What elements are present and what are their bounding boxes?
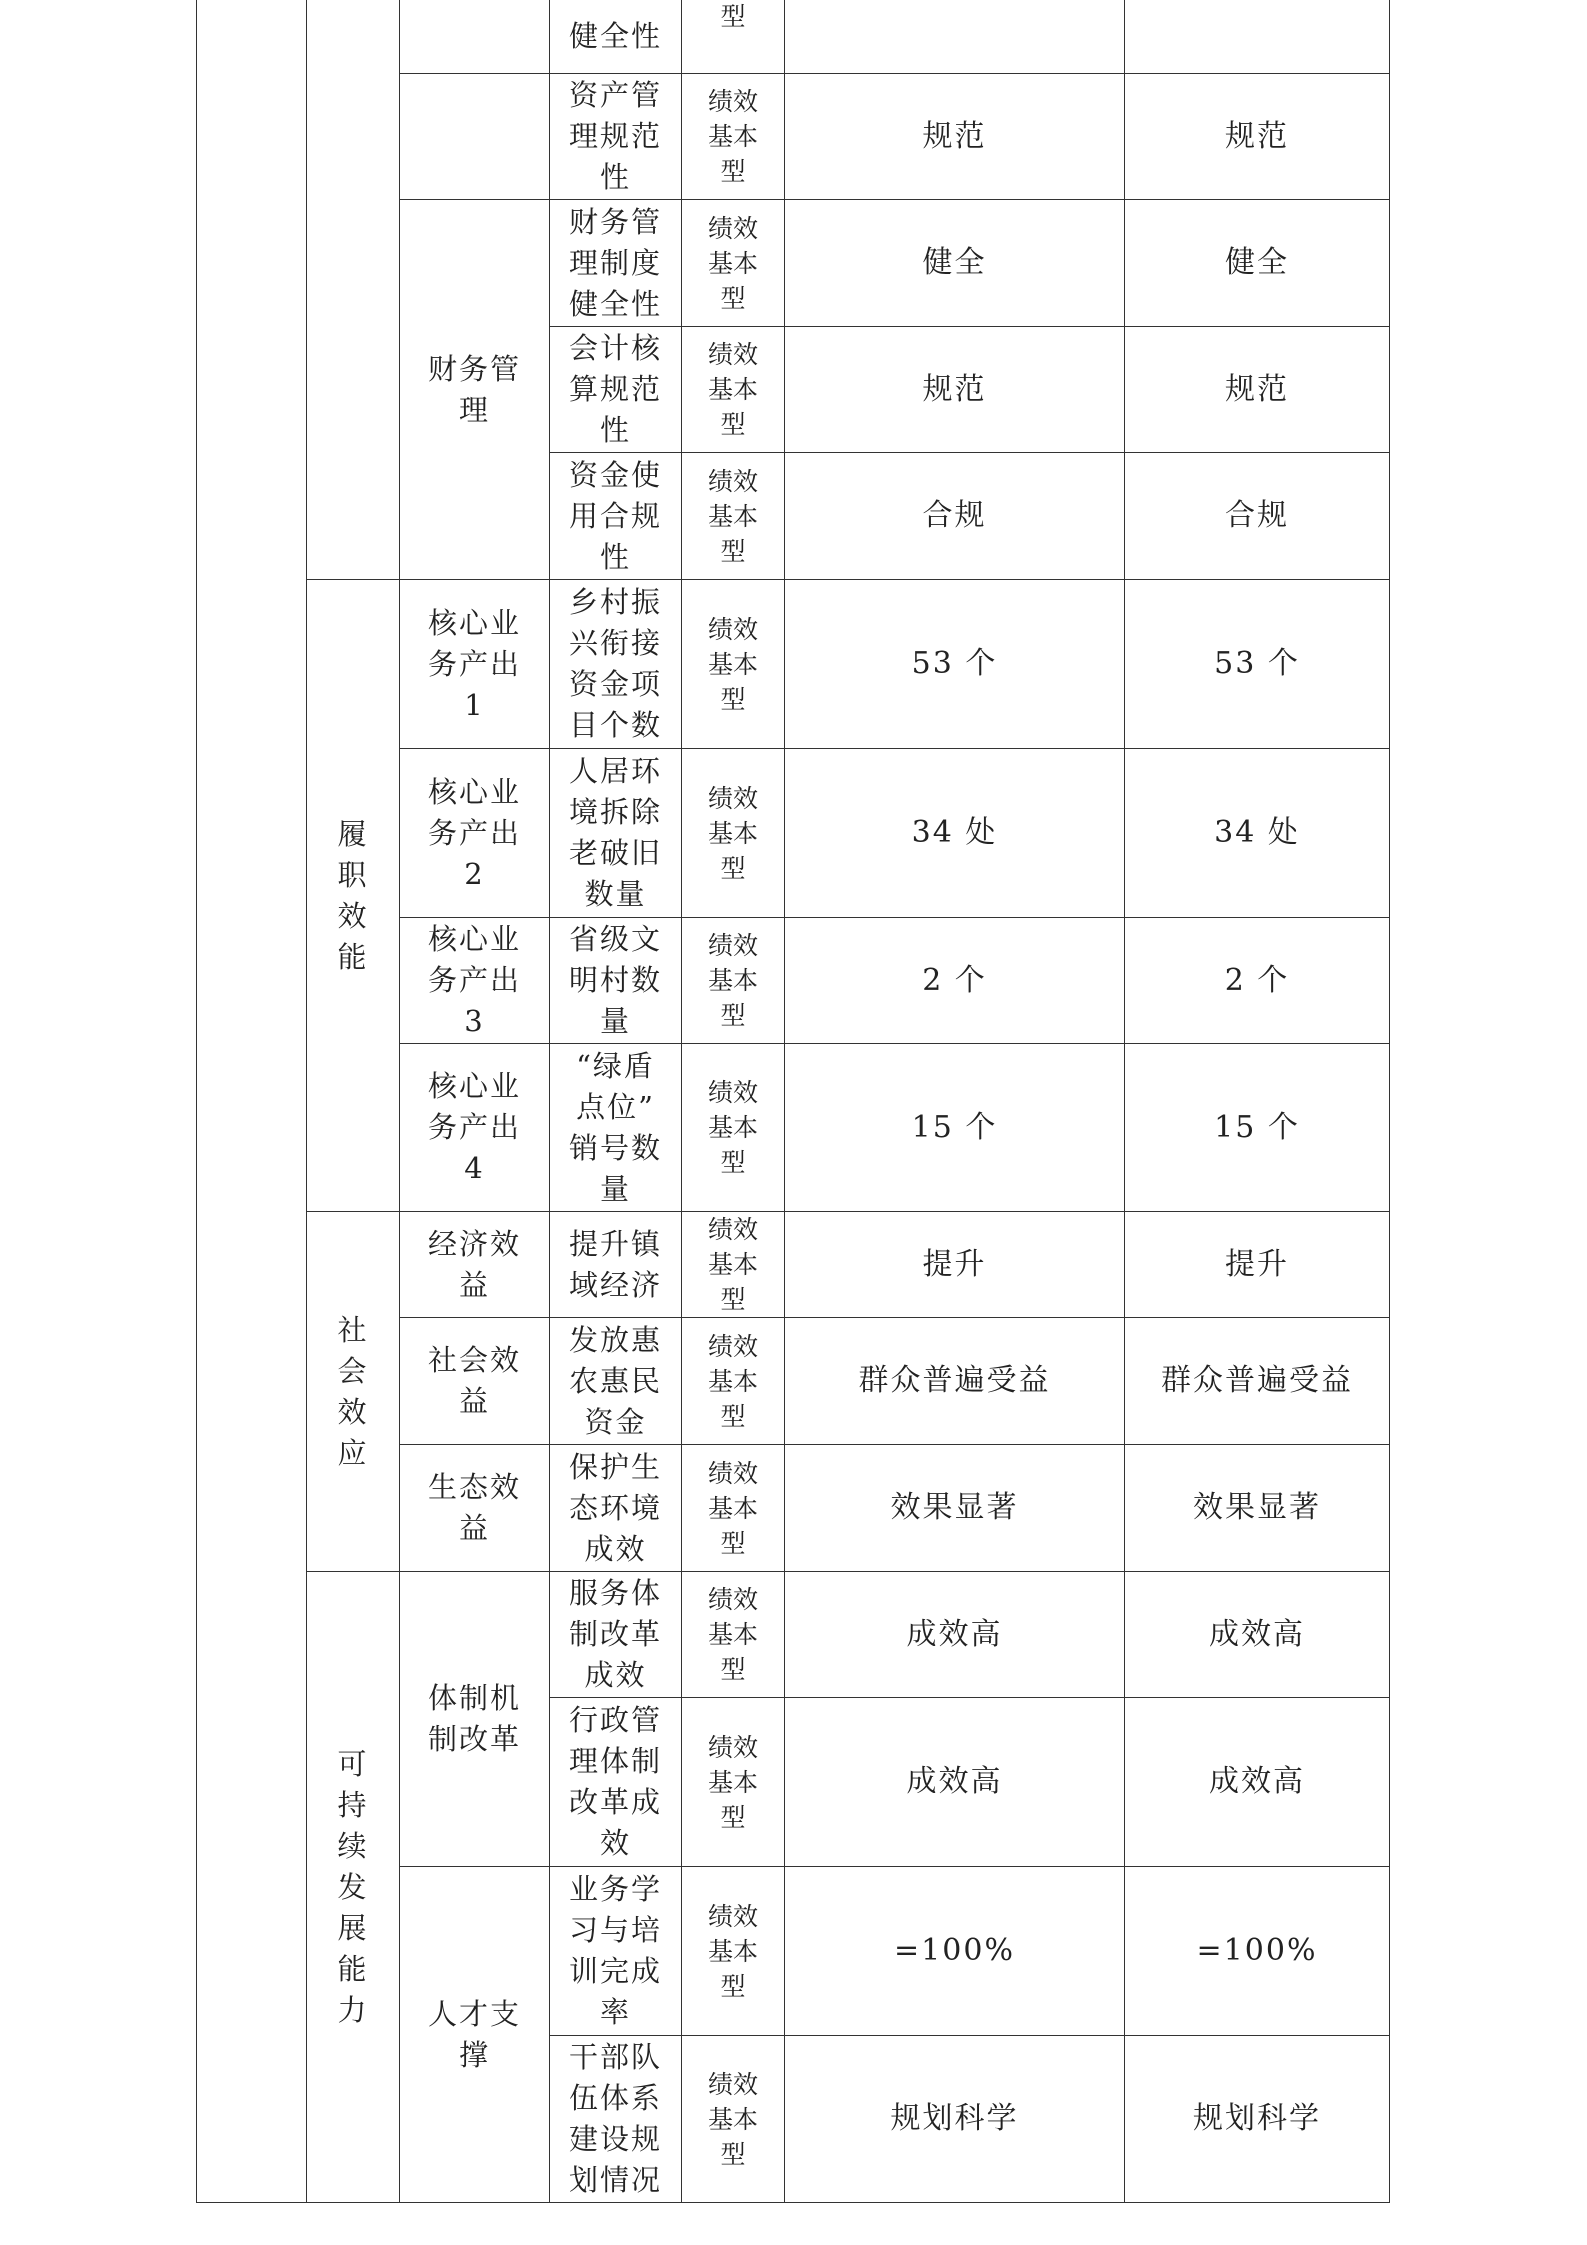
indicator-name-cell: 资产管 理规范 性 xyxy=(550,74,682,200)
target-value-cell: 53 个 xyxy=(785,580,1125,749)
actual-value-cell: 53 个 xyxy=(1125,580,1390,749)
level3-category-cell xyxy=(400,74,550,200)
indicator-name-cell: 人居环 境拆除 老破旧 数量 xyxy=(550,749,682,918)
indicator-name-cell: 发放惠 农惠民 资金 xyxy=(550,1318,682,1445)
actual-value-cell: 15 个 xyxy=(1125,1044,1390,1212)
target-value-cell: 群众普遍受益 xyxy=(785,1318,1125,1445)
indicator-type-cell: 绩效 基本 型 xyxy=(682,1212,785,1318)
indicator-type-cell: 绩效 基本 型 xyxy=(682,2036,785,2203)
target-value-cell: 2 个 xyxy=(785,918,1125,1044)
target-value-cell: 成效高 xyxy=(785,1698,1125,1867)
target-value-cell: 成效高 xyxy=(785,1572,1125,1698)
target-value-cell xyxy=(785,0,1125,74)
indicator-type-cell: 绩效 基本 型 xyxy=(682,200,785,327)
level2-category-cell: 社会 效应 xyxy=(307,1212,400,1572)
indicator-type-cell: 绩效 基本 型 xyxy=(682,1044,785,1212)
indicator-name-cell: 健全性 xyxy=(550,0,682,74)
actual-value-cell: 效果显著 xyxy=(1125,1445,1390,1572)
actual-value-cell: 2 个 xyxy=(1125,918,1390,1044)
level3-category-cell: 生态效 益 xyxy=(400,1445,550,1572)
indicator-type-cell: 绩效 基本 型 xyxy=(682,1445,785,1572)
level3-category-cell: 经济效 益 xyxy=(400,1212,550,1318)
actual-value-cell: =100% xyxy=(1125,1867,1390,2036)
indicator-name-cell: 服务体 制改革 成效 xyxy=(550,1572,682,1698)
target-value-cell: 规范 xyxy=(785,327,1125,453)
level3-category-cell: 核心业 务产出 1 xyxy=(400,580,550,749)
indicator-type-cell: 绩效 基本 型 xyxy=(682,918,785,1044)
indicator-name-cell: “绿盾 点位” 销号数 量 xyxy=(550,1044,682,1212)
indicator-type-cell: 绩效 基本 型 xyxy=(682,1698,785,1867)
indicator-type-cell: 绩效 基本 型 xyxy=(682,453,785,580)
indicator-name-cell: 省级文 明村数 量 xyxy=(550,918,682,1044)
actual-value-cell: 34 处 xyxy=(1125,749,1390,918)
target-value-cell: 15 个 xyxy=(785,1044,1125,1212)
actual-value-cell: 健全 xyxy=(1125,200,1390,327)
target-value-cell: 规划科学 xyxy=(785,2036,1125,2203)
target-value-cell: 提升 xyxy=(785,1212,1125,1318)
actual-value-cell: 提升 xyxy=(1125,1212,1390,1318)
level2-category-cell: 履职 效能 xyxy=(307,580,400,1212)
level2-category-cell: 可持 续发 展能 力 xyxy=(307,1572,400,2203)
level3-category-cell: 核心业 务产出 2 xyxy=(400,749,550,918)
level3-category-cell xyxy=(400,0,550,74)
target-value-cell: =100% xyxy=(785,1867,1125,2036)
level2-category-cell xyxy=(307,0,400,580)
target-value-cell: 健全 xyxy=(785,200,1125,327)
indicator-type-cell: 绩效 基本 型 xyxy=(682,1867,785,2036)
target-value-cell: 34 处 xyxy=(785,749,1125,918)
target-value-cell: 效果显著 xyxy=(785,1445,1125,1572)
actual-value-cell: 规范 xyxy=(1125,74,1390,200)
indicator-type-cell: 绩效 基本 型 xyxy=(682,580,785,749)
level3-category-cell: 体制机 制改革 xyxy=(400,1572,550,1867)
actual-value-cell: 成效高 xyxy=(1125,1572,1390,1698)
target-value-cell: 合规 xyxy=(785,453,1125,580)
indicator-type-cell: 绩效 基本 型 xyxy=(682,74,785,200)
level3-category-cell: 核心业 务产出 4 xyxy=(400,1044,550,1212)
level3-category-cell: 人才支 撑 xyxy=(400,1867,550,2203)
indicator-name-cell: 提升镇 域经济 xyxy=(550,1212,682,1318)
level1-category-cell xyxy=(197,0,307,2203)
indicator-name-cell: 乡村振 兴衔接 资金项 目个数 xyxy=(550,580,682,749)
table-row xyxy=(197,1572,1390,1698)
indicator-type-cell: 绩效 基本 型 xyxy=(682,1318,785,1445)
indicator-type-cell: 绩效 基本 型 xyxy=(682,327,785,453)
actual-value-cell: 群众普遍受益 xyxy=(1125,1318,1390,1445)
actual-value-cell: 规范 xyxy=(1125,327,1390,453)
indicator-type-cell: 绩效 基本 型 xyxy=(682,1572,785,1698)
level3-category-cell: 财务管 理 xyxy=(400,200,550,580)
indicator-name-cell: 财务管 理制度 健全性 xyxy=(550,200,682,327)
indicator-name-cell: 会计核 算规范 性 xyxy=(550,327,682,453)
indicator-type-cell: 绩效 基本 型 xyxy=(682,749,785,918)
indicator-name-cell: 干部队 伍体系 建设规 划情况 xyxy=(550,2036,682,2203)
indicator-name-cell: 资金使 用合规 性 xyxy=(550,453,682,580)
performance-indicator-table xyxy=(196,0,1390,2203)
indicator-type-cell: 型 xyxy=(682,0,785,74)
indicator-name-cell: 行政管 理体制 改革成 效 xyxy=(550,1698,682,1867)
actual-value-cell xyxy=(1125,0,1390,74)
level3-category-cell: 核心业 务产出 3 xyxy=(400,918,550,1044)
actual-value-cell: 成效高 xyxy=(1125,1698,1390,1867)
level3-category-cell: 社会效 益 xyxy=(400,1318,550,1445)
table-row xyxy=(197,1212,1390,1318)
table-row xyxy=(197,580,1390,749)
target-value-cell: 规范 xyxy=(785,74,1125,200)
indicator-name-cell: 保护生 态环境 成效 xyxy=(550,1445,682,1572)
indicator-name-cell: 业务学 习与培 训完成 率 xyxy=(550,1867,682,2036)
actual-value-cell: 规划科学 xyxy=(1125,2036,1390,2203)
actual-value-cell: 合规 xyxy=(1125,453,1390,580)
table-row xyxy=(197,0,1390,74)
